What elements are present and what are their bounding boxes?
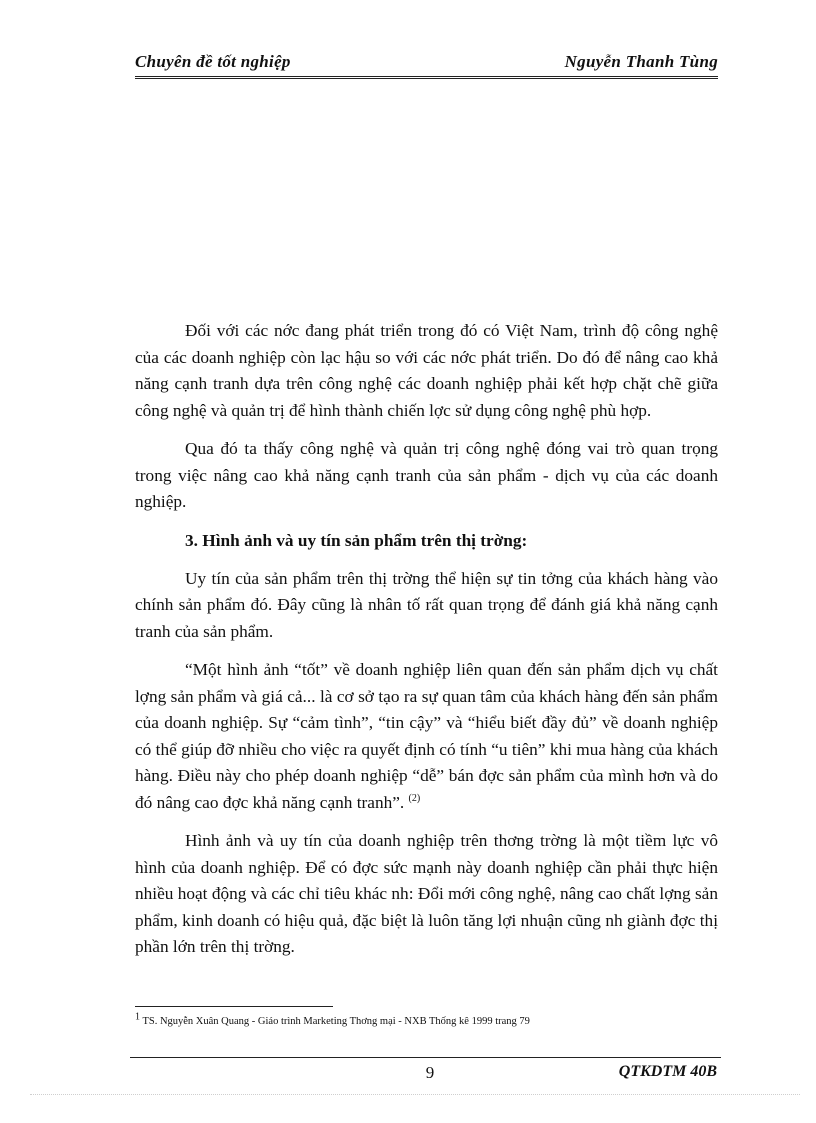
paragraph-technology-role: Qua đó ta thấy công nghệ và quản trị công nghệ đóng vai trò quan trọng trong việc nâng cao khả năng cạnh tranh của sản phẩm - dịch vụ của các doanh nghiệp. <box>135 439 718 511</box>
header-author: Nguyễn Thanh Tùng <box>564 52 718 71</box>
footer-class-code: QTKDTM 40B <box>618 1063 717 1080</box>
page-boundary <box>30 1094 800 1095</box>
citation-mark: (2) <box>408 792 421 804</box>
header-document-type: Chuyên đề tốt nghiệp <box>135 52 291 71</box>
section-heading: 3. Hình ảnh và uy tín sản phẩm trên thị trờng: <box>185 530 528 550</box>
paragraph-quote-image <box>135 657 718 816</box>
footnote-divider <box>135 1006 333 1007</box>
paragraph-technology-developing-countries: Đối với các nớc đang phát triển trong đó có Việt Nam, trình độ công nghệ của các doanh nghiệp còn lạc hậu so với các nớc phát triển. Do đó để nâng cao khả năng cạnh tranh dựa trên công nghệ các doanh nghiệp phải kết hợp chặt chẽ giữa công nghệ và quản trị để hình thành chiến lợc sử dụng công nghệ phù hợp. <box>135 321 718 420</box>
page-number: 9 <box>425 1063 435 1082</box>
header-divider <box>135 76 718 81</box>
footnote <box>135 1011 735 1027</box>
footnote-number: 1 <box>135 1011 140 1023</box>
paragraph-product-reputation: Uy tín của sản phẩm trên thị trờng thể hiện sự tin tởng của khách hàng vào chính sản phẩm đó. Đây cũng là nhân tố rất quan trọng để đánh giá khả năng cạnh tranh của sản phẩm. <box>135 568 718 641</box>
main-content <box>135 318 718 973</box>
paragraph-image-reputation: Hình ảnh và uy tín của doanh nghiệp trên thơng trờng là một tiềm lực vô hình của doanh nghiệp. Để có đợc sức mạnh này doanh nghiệp cần phải thực hiện nhiều hoạt động và các chỉ tiêu khác nh: Đổi mới công nghệ, nâng cao chất lợng sản phẩm, kinh doanh có hiệu quả, đặc biệt là luôn tăng lợi nhuận cũng nh giành đợc thị phần lớn trên thị trờng. <box>135 831 718 956</box>
quote-text: “Một hình ảnh “tốt” về doanh nghiệp liên quan đến sản phẩm dịch vụ chất lợng sản phẩm và giá cả... là cơ sở tạo ra sự quan tâm của khách hàng đến sản phẩm của doanh nghiệp. Sự “cảm tình”, “tin cậy” và “hiểu biết đầy đủ” về doanh nghiệp có thể giúp đỡ nhiều cho việc ra quyết định có tính “u tiên” khi mua hàng của khách hàng. Điều này cho phép doanh nghiệp “dễ” bán đợc sản phẩm của mình hơn và do đó nâng cao đợc khả năng cạnh tranh”. <box>135 660 718 812</box>
footnote-text: TS. Nguyễn Xuân Quang - Giáo trình Marketing Thơng mại - NXB Thống kê 1999 trang 79 <box>142 1016 530 1027</box>
page-header <box>135 52 718 74</box>
footer-divider <box>130 1057 721 1058</box>
